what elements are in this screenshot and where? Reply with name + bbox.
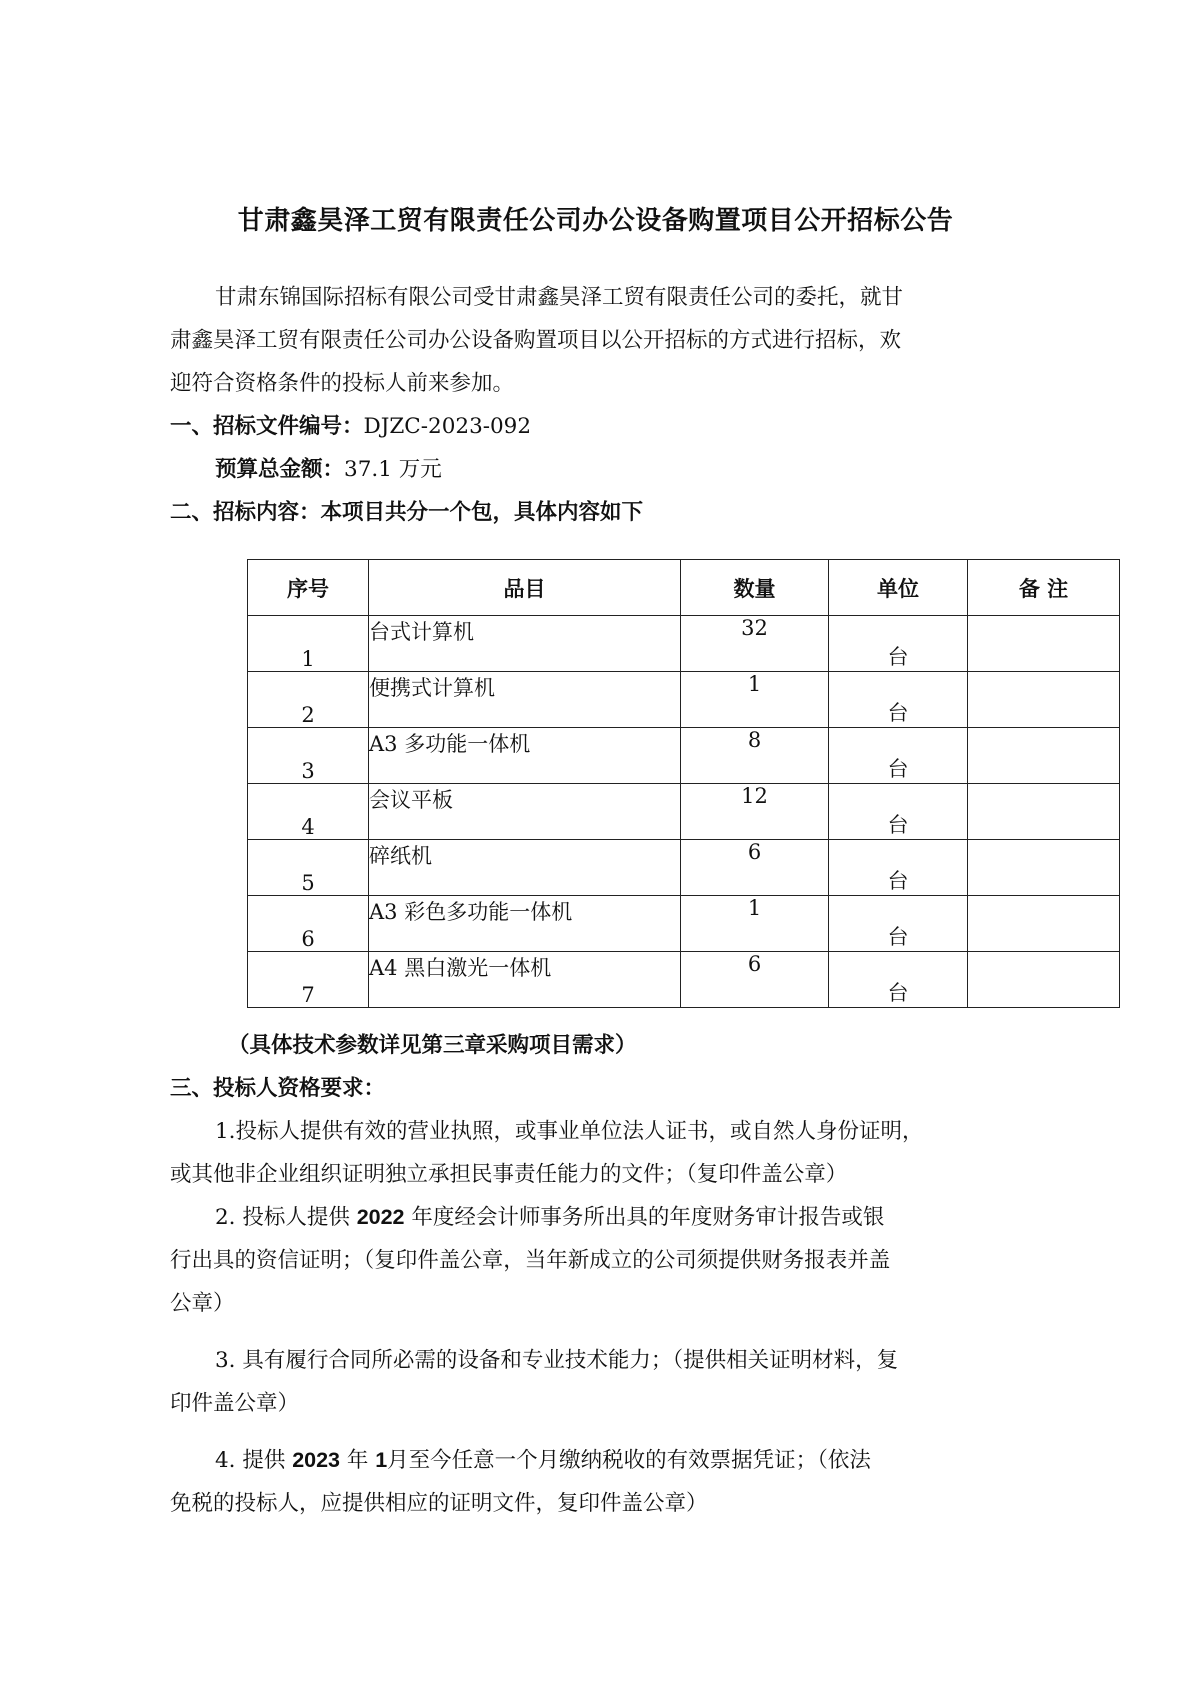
intro-line-2: 肃鑫昊泽工贸有限责任公司办公设备购置项目以公开招标的方式进行招标，欢 [170,328,902,353]
section-2-heading: 二、招标内容：本项目共分一个包，具体内容如下 [170,500,644,525]
section-3-heading: 三、投标人资格要求： [170,1076,386,1101]
header-item: 品目 [369,560,681,616]
header-note: 备 注 [968,560,1120,616]
cell-item: 碎纸机 [369,840,681,896]
req-4-line-2: 免税的投标人，应提供相应的证明文件，复印件盖公章） [170,1491,708,1516]
cell-unit: 台 [829,896,968,952]
table-row [248,896,1120,952]
intro-line-1: 甘肃东锦国际招标有限公司受甘肃鑫昊泽工贸有限责任公司的委托，就甘 [215,285,904,310]
table-row [248,840,1120,896]
table-row [248,728,1120,784]
cell-note [968,952,1120,1008]
table-row [248,952,1120,1008]
req-4-prefix: 4. 提供 [215,1448,293,1473]
req-2-year: 2022 [356,1205,405,1229]
section-1 [170,405,531,448]
tender-number-label: 一、招标文件编号： [170,414,364,439]
cell-unit: 台 [829,728,968,784]
cell-item: 便携式计算机 [369,672,681,728]
cell-qty: 8 [681,728,829,784]
cell-unit: 台 [829,952,968,1008]
req-3-line-1: 3. 具有履行合同所必需的设备和专业技术能力；（提供相关证明材料，复 [215,1348,899,1373]
cell-seq: 4 [248,784,369,840]
table-header-row [248,560,1120,616]
cell-qty: 6 [681,840,829,896]
header-unit: 单位 [829,560,968,616]
cell-qty: 1 [681,896,829,952]
cell-unit: 台 [829,616,968,672]
tender-number-value: DJZC-2023-092 [363,414,532,439]
req-4-mid: 年 [340,1448,376,1473]
req-2-line-1 [215,1196,884,1239]
req-1-line-2: 或其他非企业组织证明独立承担民事责任能力的文件；（复印件盖公章） [170,1162,848,1187]
cell-item: A3 彩色多功能一体机 [369,896,681,952]
cell-unit: 台 [829,784,968,840]
table-row [248,784,1120,840]
header-qty: 数量 [681,560,829,616]
cell-note [968,784,1120,840]
header-seq: 序号 [248,560,369,616]
req-1-line-1: 1.投标人提供有效的营业执照，或事业单位法人证书，或自然人身份证明， [215,1119,924,1144]
cell-note [968,896,1120,952]
document-title: 甘肃鑫昊泽工贸有限责任公司办公设备购置项目公开招标公告 [237,206,954,236]
cell-item: A4 黑白激光一体机 [369,952,681,1008]
intro-line-3: 迎符合资格条件的投标人前来参加。 [170,371,515,396]
req-2-line-2: 行出具的资信证明；（复印件盖公章，当年新成立的公司须提供财务报表并盖 [170,1248,891,1273]
table-row [248,672,1120,728]
cell-seq: 6 [248,896,369,952]
cell-item: A3 多功能一体机 [369,728,681,784]
cell-item: 会议平板 [369,784,681,840]
req-3-line-2: 印件盖公章） [170,1391,300,1416]
table-row [248,616,1120,672]
budget-value: 37.1 万元 [344,457,442,482]
table-footnote: （具体技术参数详见第三章采购项目需求） [228,1033,637,1058]
items-table [247,559,1120,1008]
budget-label: 预算总金额： [215,457,345,482]
cell-seq: 2 [248,672,369,728]
req-4-year: 2023 [292,1448,341,1472]
cell-note [968,728,1120,784]
cell-item: 台式计算机 [369,616,681,672]
cell-unit: 台 [829,672,968,728]
req-4-line-1 [215,1439,871,1482]
budget-line [215,448,442,491]
cell-qty: 6 [681,952,829,1008]
cell-seq: 1 [248,616,369,672]
cell-qty: 1 [681,672,829,728]
cell-qty: 12 [681,784,829,840]
cell-seq: 7 [248,952,369,1008]
cell-note [968,840,1120,896]
req-4-rest: 月至今任意一个月缴纳税收的有效票据凭证；（依法 [387,1448,871,1473]
cell-unit: 台 [829,840,968,896]
req-4-month: 1 [375,1448,388,1472]
cell-note [968,616,1120,672]
req-2-prefix: 2. 投标人提供 [215,1205,357,1230]
cell-seq: 3 [248,728,369,784]
req-2-line-3: 公章） [170,1291,235,1316]
cell-note [968,672,1120,728]
cell-qty: 32 [681,616,829,672]
cell-seq: 5 [248,840,369,896]
req-2-rest: 年度经会计师事务所出具的年度财务审计报告或银 [404,1205,885,1230]
